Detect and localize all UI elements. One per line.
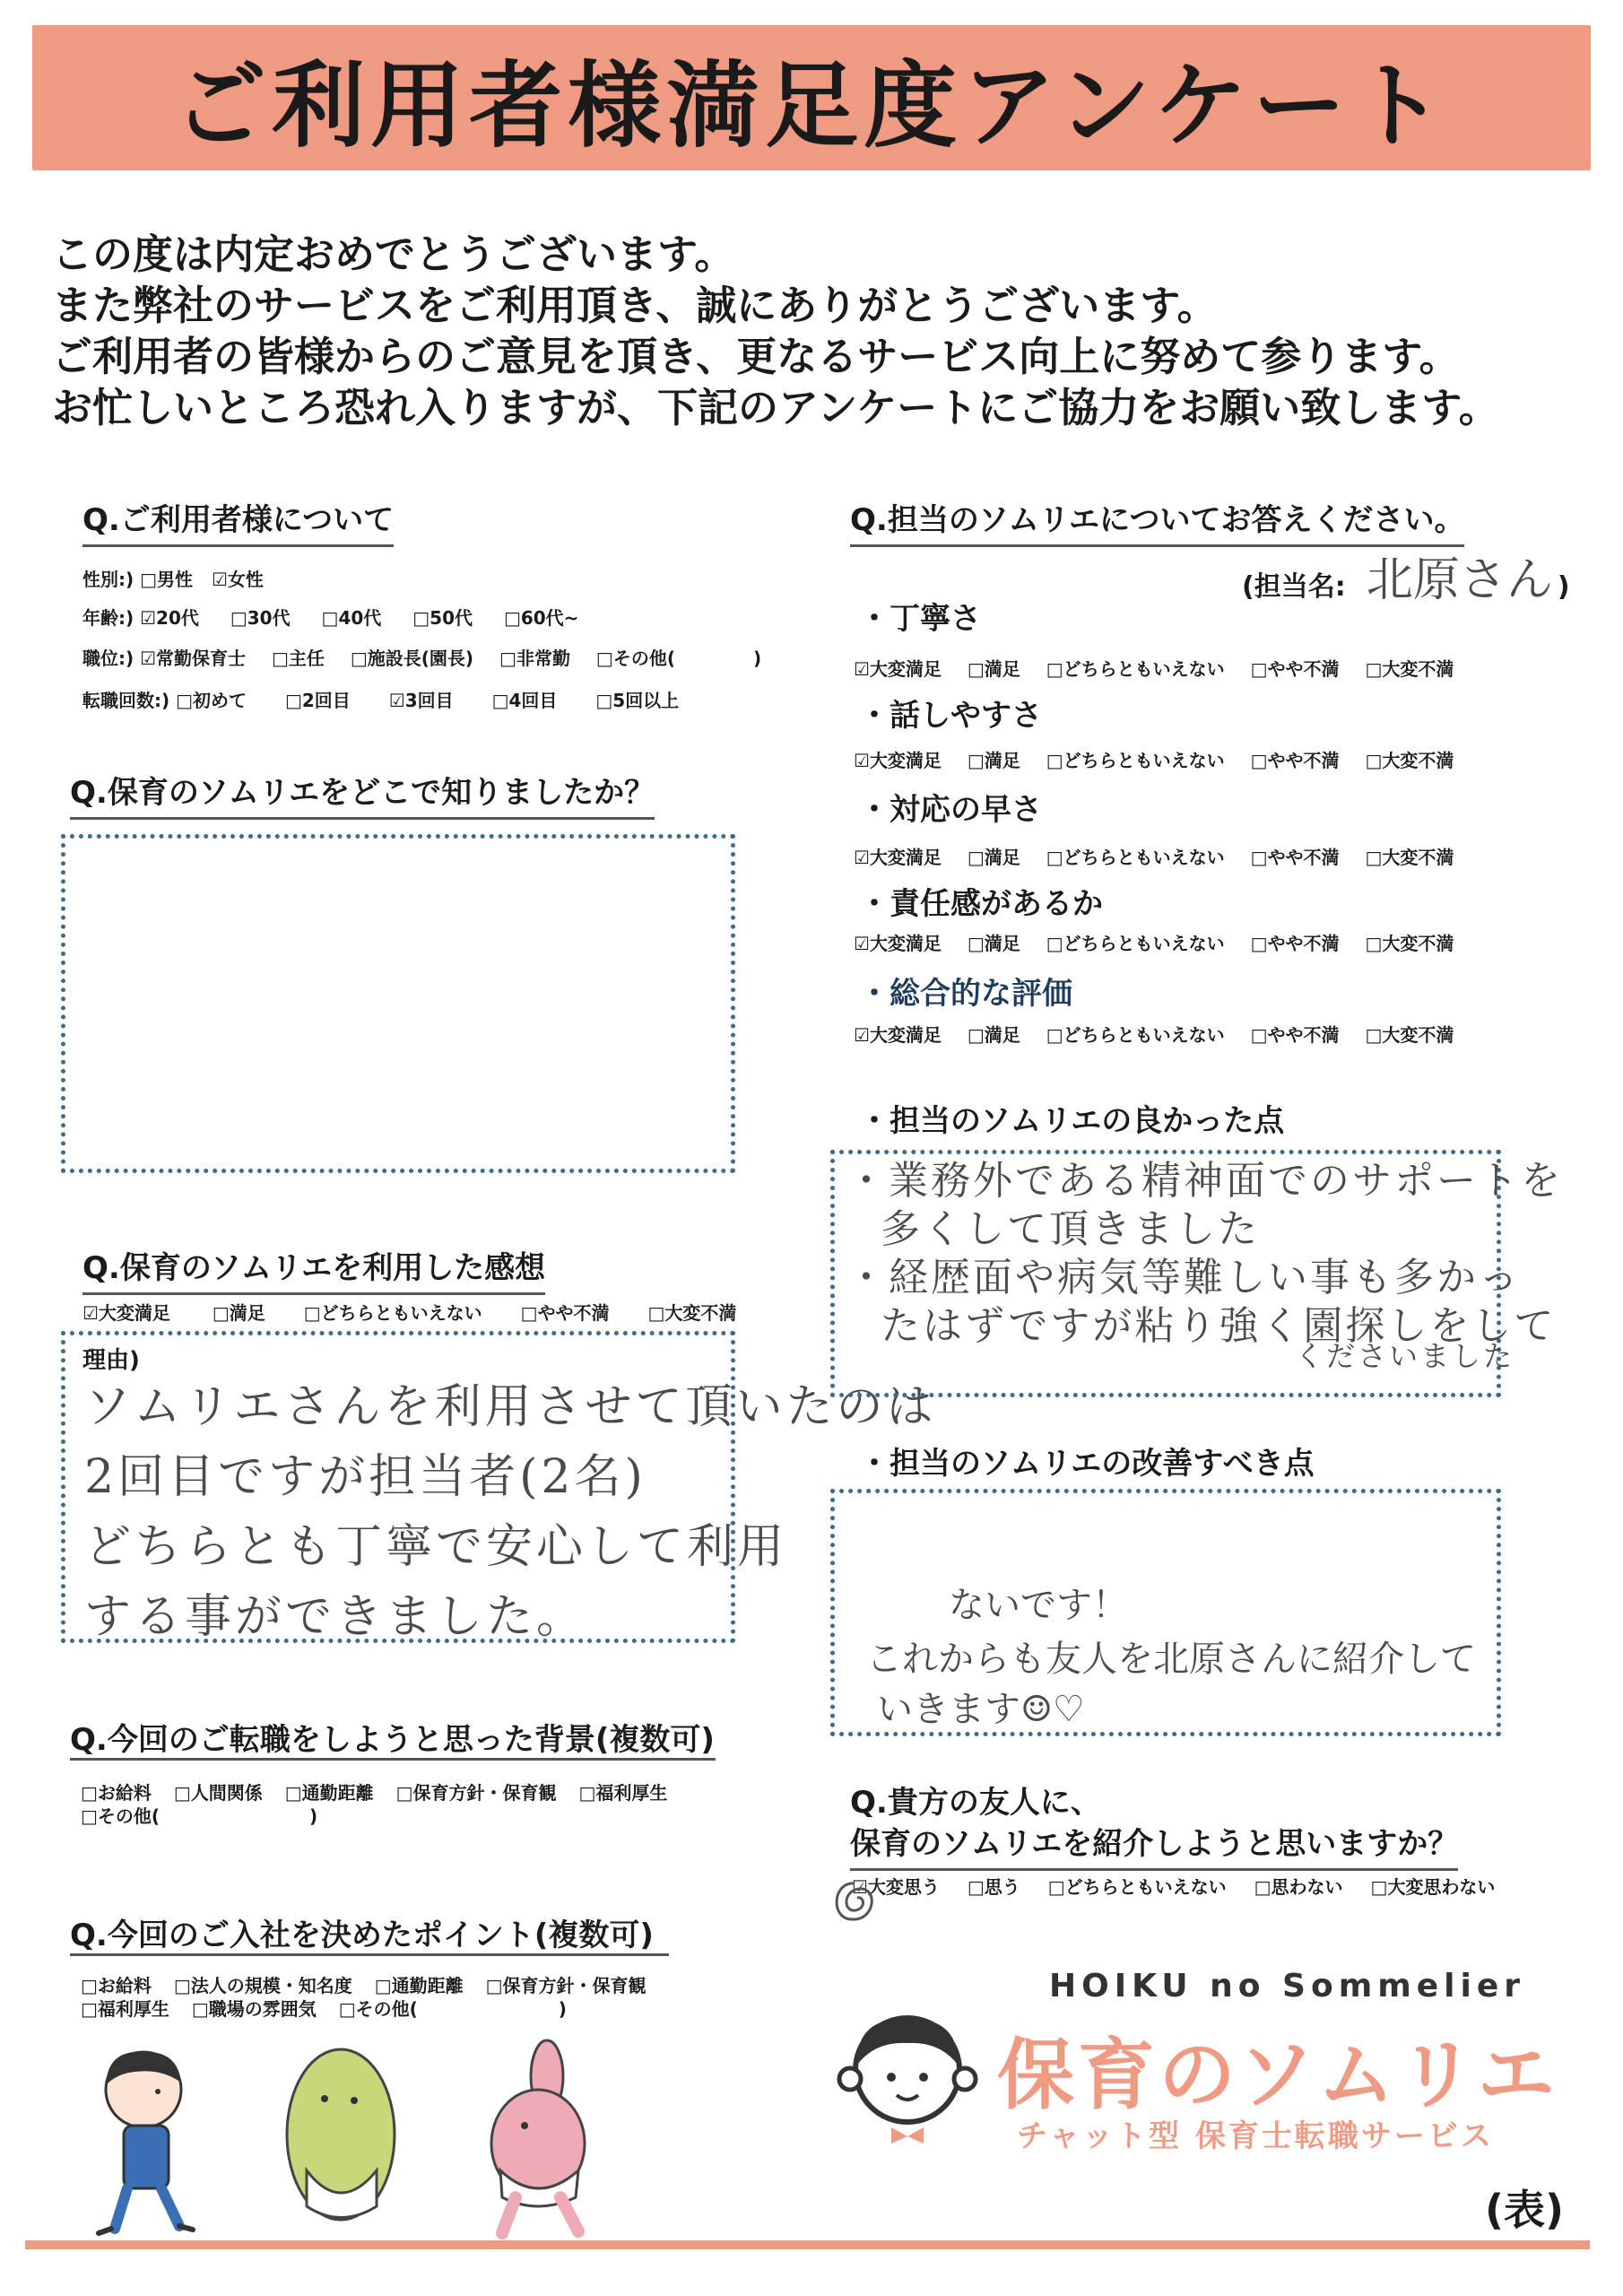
rating-item-overall-label: ・総合的な評価 xyxy=(859,976,1072,1012)
rabbit-character-icon xyxy=(491,2040,585,2233)
rating-option[interactable]: □大変不満 xyxy=(1365,847,1454,868)
intro-text xyxy=(52,229,1585,433)
rating-option[interactable]: □どちらともいえない xyxy=(1046,658,1225,680)
good-point-line: ・経歴面や病気等難しい事も多かっ xyxy=(846,1255,1521,1300)
job-change-option-first[interactable]: □初めて xyxy=(176,690,247,711)
rating-option[interactable]: □どちらともいえない xyxy=(1046,847,1225,868)
position-option-director[interactable]: □施設長(園長) xyxy=(350,648,474,669)
rating-option[interactable]: □満足 xyxy=(967,1024,1020,1046)
reason-line: する事ができました。 xyxy=(84,1590,587,1644)
position-option-other[interactable]: □その他( xyxy=(595,648,675,669)
rating-option[interactable]: □どちらともいえない xyxy=(1046,750,1225,771)
rating-item-politeness-options xyxy=(854,655,1454,681)
background-option-policy[interactable]: □保育方針・保育観 xyxy=(395,1782,557,1804)
age-option-30s[interactable]: □30代 xyxy=(230,607,291,629)
impression-option-satisfied[interactable]: □満足 xyxy=(212,1302,265,1324)
background-other-close: ) xyxy=(309,1805,318,1827)
rating-item-ease-of-talking-options xyxy=(854,746,1454,772)
join-point-title-underline xyxy=(70,1953,669,1956)
improve-points-title: ・担当のソムリエの改善すべき点 xyxy=(859,1446,1315,1482)
recommend-option-neutral[interactable]: □どちらともいえない xyxy=(1047,1876,1227,1898)
rating-option[interactable]: ☑大変満足 xyxy=(854,1024,942,1046)
age-option-50s[interactable]: □50代 xyxy=(412,607,473,629)
intro-line: ご利用者の皆様からのご意見を頂き、更なるサービス向上に努めて参ります。 xyxy=(52,333,1460,380)
gender-option-male[interactable]: □男性 xyxy=(140,569,194,590)
intro-line: この度は内定おめでとうございます。 xyxy=(52,230,735,278)
background-option-salary[interactable]: □お給料 xyxy=(81,1782,152,1804)
background-option-other[interactable]: □その他( xyxy=(81,1805,161,1827)
gender-row xyxy=(82,565,264,591)
position-row xyxy=(82,644,761,670)
join-point-title: Q.今回のご入社を決めたポイント(複数可) xyxy=(70,1918,654,1953)
age-option-20s[interactable]: ☑20代 xyxy=(140,607,199,629)
logo-japanese: 保育のソムリエ xyxy=(997,2031,1558,2120)
join-option-atmosphere[interactable]: □職場の雰囲気 xyxy=(191,1998,317,2020)
position-label: 職位:) xyxy=(82,648,135,669)
logo-english: HOIKU no Sommelier xyxy=(1049,1968,1525,2005)
good-point-line: くださいました xyxy=(1295,1339,1515,1373)
sommelier-name-label: (担当名: xyxy=(1242,571,1346,603)
rating-option[interactable]: □大変不満 xyxy=(1365,933,1454,954)
age-label: 年齢:) xyxy=(82,607,135,629)
impression-option-slightly-dissatisfied[interactable]: □やや不満 xyxy=(520,1302,610,1324)
impression-option-neutral[interactable]: □どちらともいえない xyxy=(303,1302,482,1324)
gender-option-female[interactable]: ☑女性 xyxy=(211,569,264,590)
rating-option[interactable]: ☑大変満足 xyxy=(854,933,942,954)
recommend-title-line1: Q.貴方の友人に、 xyxy=(850,1785,1101,1821)
background-title: Q.今回のご転職をしようと思った背景(複数可) xyxy=(70,1722,715,1758)
position-option-fulltime[interactable]: ☑常勤保育士 xyxy=(140,648,247,669)
rating-option[interactable]: □大変不満 xyxy=(1365,1024,1454,1046)
rating-item-responsibility-options xyxy=(854,929,1454,955)
age-row xyxy=(82,604,578,630)
rating-option[interactable]: □満足 xyxy=(967,750,1020,771)
recommend-option-strongly-yes[interactable]: ☑大変思う xyxy=(852,1876,940,1898)
gender-label: 性別:) xyxy=(82,569,135,590)
intro-line: また弊社のサービスをご利用頂き、誠にありがとうございます。 xyxy=(52,282,1218,329)
good-point-line: 多くして頂きました xyxy=(881,1206,1260,1252)
boy-character-icon xyxy=(99,2052,193,2233)
rating-option[interactable]: □やや不満 xyxy=(1250,933,1340,954)
where-known-title: Q.保育のソムリエをどこで知りましたか？ xyxy=(70,768,655,820)
job-change-option-5[interactable]: □5回以上 xyxy=(595,690,680,711)
improve-line-2: これからも友人を北原さんに紹介して xyxy=(866,1639,1476,1680)
age-option-60s[interactable]: □60代~ xyxy=(503,607,579,629)
rating-item-response-speed-options xyxy=(854,843,1454,869)
sommelier-name-row xyxy=(1242,542,1570,609)
good-point-line: たはずですが粘り強く園探しをして xyxy=(881,1303,1557,1349)
rating-option[interactable]: □やや不満 xyxy=(1250,750,1340,771)
page-side-mark: (表) xyxy=(1485,2186,1565,2234)
position-option-parttime[interactable]: □非常勤 xyxy=(499,648,570,669)
join-option-policy[interactable]: □保育方針・保育観 xyxy=(485,1975,647,1996)
join-option-scale[interactable]: □法人の規模・知名度 xyxy=(173,1975,352,1996)
rating-option[interactable]: □大変不満 xyxy=(1365,750,1454,771)
join-option-salary[interactable]: □お給料 xyxy=(81,1975,152,1996)
impression-option-very-satisfied[interactable]: ☑大変満足 xyxy=(82,1302,170,1324)
background-option-relations[interactable]: □人間関係 xyxy=(173,1782,263,1804)
rating-option[interactable]: □どちらともいえない xyxy=(1046,933,1225,954)
sommelier-name-close: ) xyxy=(1557,571,1570,603)
intro-line: お忙しいところ恐れ入りますが、下記のアンケートにご協力をお願い致します。 xyxy=(52,384,1499,431)
rating-item-politeness-label: ・丁寧さ xyxy=(859,601,981,637)
good-point-line: ・業務外である精神面でのサポートを xyxy=(846,1158,1563,1204)
position-other-close: ) xyxy=(752,648,762,669)
recommend-option-strongly-no[interactable]: □大変思わない xyxy=(1370,1876,1496,1898)
background-options-row2 xyxy=(81,1802,317,1828)
join-option-welfare[interactable]: □福利厚生 xyxy=(81,1998,169,2020)
position-option-chief[interactable]: □主任 xyxy=(272,648,325,669)
impression-title: Q.保育のソムリエを利用した感想 xyxy=(82,1243,545,1295)
user-info-title: Q.ご利用者様について xyxy=(82,495,394,547)
where-known-answer-box[interactable] xyxy=(61,834,735,1173)
sommelier-title: Q.担当のソムリエについてお答えください。 xyxy=(850,495,1464,547)
background-title-underline xyxy=(70,1758,716,1761)
rating-option[interactable]: □満足 xyxy=(967,658,1020,680)
job-change-option-3[interactable]: ☑3回目 xyxy=(388,690,454,711)
rating-option[interactable]: □やや不満 xyxy=(1250,658,1340,680)
footer-divider xyxy=(25,2240,1590,2249)
rating-item-ease-of-talking-label: ・話しやすさ xyxy=(859,698,1042,734)
rating-option[interactable]: □やや不満 xyxy=(1250,1024,1340,1046)
rating-option[interactable]: □満足 xyxy=(967,933,1020,954)
sommelier-name-value: 北原さん xyxy=(1366,553,1553,607)
join-point-options-row2 xyxy=(81,1995,567,2021)
recommend-title-line2: 保育のソムリエを紹介しようと思いますか？ xyxy=(850,1819,1458,1871)
job-change-option-2[interactable]: □2回目 xyxy=(284,690,351,711)
rating-option[interactable]: ☑大変満足 xyxy=(854,847,942,868)
impression-option-very-dissatisfied[interactable]: □大変不満 xyxy=(647,1302,737,1324)
good-points-title: ・担当のソムリエの良かった点 xyxy=(859,1103,1285,1139)
rating-option[interactable]: □満足 xyxy=(967,847,1020,868)
reason-line: どちらとも丁寧で安心して利用 xyxy=(84,1520,788,1574)
rating-option[interactable]: □やや不満 xyxy=(1250,847,1340,868)
rating-item-responsibility-label: ・責任感があるか xyxy=(859,886,1103,922)
page-title: ご利用者様満足度アンケート xyxy=(173,51,1450,161)
recommend-option-no[interactable]: □思わない xyxy=(1254,1876,1343,1898)
rating-option[interactable]: ☑大変満足 xyxy=(854,750,942,771)
reason-line: ソムリエさんを利用させて頂いたのは xyxy=(84,1380,937,1434)
join-option-commute[interactable]: □通勤距離 xyxy=(374,1975,464,1996)
logo-boy-face-icon xyxy=(832,2002,983,2145)
join-option-other[interactable]: □その他( xyxy=(338,1998,418,2020)
impression-options xyxy=(82,1299,736,1325)
recommend-option-yes[interactable]: □思う xyxy=(967,1876,1020,1898)
circle-scribble-icon xyxy=(823,1874,886,1928)
recommend-options xyxy=(852,1873,1495,1899)
job-change-option-4[interactable]: □4回目 xyxy=(491,690,558,711)
logo-subtitle: チャット型 保育士転職サービス xyxy=(1017,2118,1494,2154)
background-option-commute[interactable]: □通勤距離 xyxy=(284,1782,374,1804)
job-change-label: 転職回数:) xyxy=(82,690,170,711)
bean-character-icon xyxy=(287,2049,395,2220)
rating-item-response-speed-label: ・対応の早さ xyxy=(859,792,1042,828)
background-options-row1 xyxy=(81,1779,667,1805)
job-change-row xyxy=(82,686,679,712)
character-illustrations xyxy=(72,2036,646,2242)
age-option-40s[interactable]: □40代 xyxy=(321,607,382,629)
impression-reason-text xyxy=(84,1372,936,1652)
join-point-options-row1 xyxy=(81,1971,647,1997)
rating-option[interactable]: □どちらともいえない xyxy=(1046,1024,1225,1046)
join-other-close: ) xyxy=(558,1998,567,2020)
good-points-text xyxy=(846,1157,1563,1373)
impression-reason-label: 理由) xyxy=(82,1347,140,1374)
rating-option[interactable]: □大変不満 xyxy=(1365,658,1454,680)
rating-item-overall-options xyxy=(854,1021,1454,1047)
reason-line: 2回目ですが担当者(2名) xyxy=(84,1450,647,1504)
rating-option[interactable]: ☑大変満足 xyxy=(854,658,942,680)
improve-line-3: いきます☺♡ xyxy=(877,1689,1085,1730)
background-option-welfare[interactable]: □福利厚生 xyxy=(578,1782,668,1804)
improve-line-1: ないです！ xyxy=(949,1585,1128,1626)
